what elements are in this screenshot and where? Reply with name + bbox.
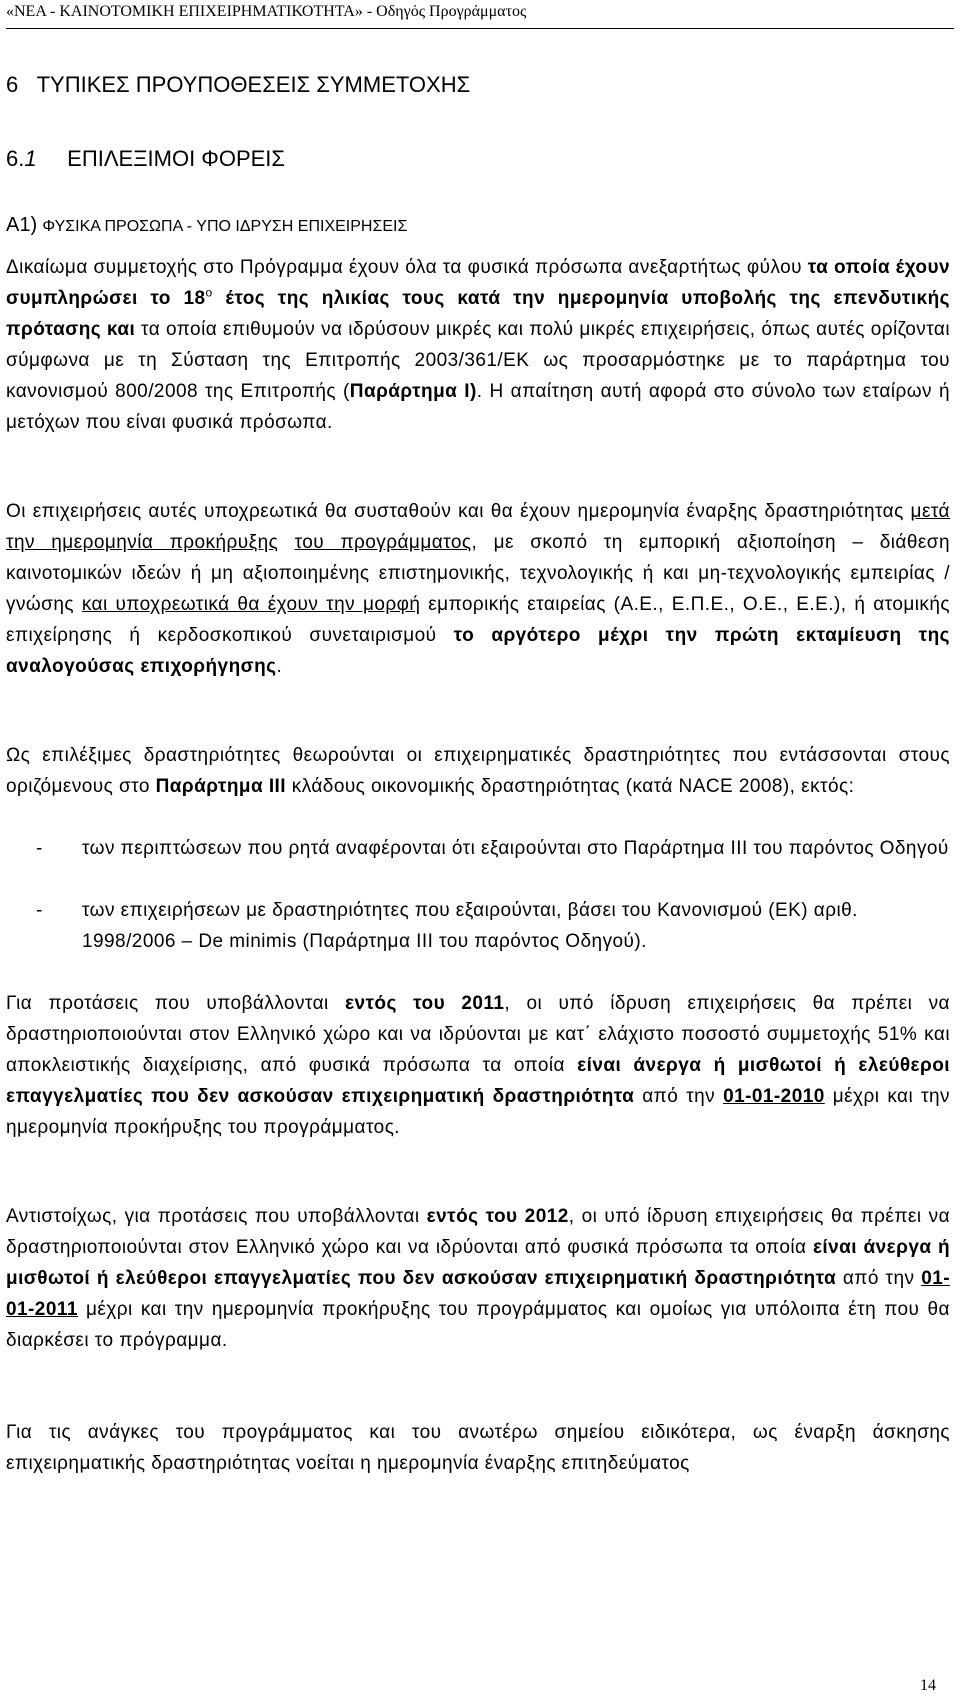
paragraph-eligibility: Δικαίωμα συμμετοχής στο Πρόγραμμα έχουν όλα τα φυσικά πρόσωπα ανεξαρτήτως φύλου τα οποία έχουν συμπληρώσει το $18^o$ έτος της ηλικίας τους κατά την ημερομηνία υποβολής της επενδυτικής πρότασης και τα οποία επιθυμούν να ιδρύσουν μικρές και πολύ μικρές επιχειρήσεις, όπως αυτές ορίζονται σύμφωνα με τη Σύσταση της Επιτροπής 2003/361/ΕΚ ως προσαρμόστηκε με το παράρτημα του κανονισμού 800/2008 της Επιτροπής (Παράρτημα Ι). Η απαίτηση αυτή αφορά στο σύνολο των εταίρων ή μετόχων που είναι φυσικά πρόσωπα.	[6, 257, 950, 433]
paragraph-obligations: Οι επιχειρήσεις αυτές υποχρεωτικά θα συσταθούν και θα έχουν ημερομηνία έναρξης δραστηριότητας μετά την ημερομηνία προκήρυξης του προγράμματος, με σκοπό τη εμπορική αξιοποίηση – διάθεση καινοτομικών ιδεών ή μη αξιοποιημένης επιστημονικής, τεχνολογικής ή και μη-τεχνολογικής εμπειρίας / γνώσης και υποχρεωτικά θα έχουν την μορφή εμπορικής εταιρείας (Α.Ε., Ε.Π.Ε., Ο.Ε., Ε.Ε.), ή ατομικής επιχείρησης ή κερδοσκοπικού συνεταιρισμού το αργότερο μέχρι την πρώτη εκταμίευση της αναλογούσας επιχορήγησης.	[6, 501, 950, 677]
running-header: «ΝΕΑ - ΚΑΙΝΟΤΟΜΙΚΗ ΕΠΙΧΕΙΡΗΜΑΤΙΚΟΤΗΤΑ» - Οδηγός Προγράμματος	[6, 2, 954, 29]
section-heading	[6, 72, 470, 98]
page-number: 14	[920, 1677, 936, 1694]
subsubsection-heading	[6, 214, 407, 237]
section-title: ΤΥΠΙΚΕΣ ΠΡΟΥΠΟΘΕΣΕΙΣ ΣΥΜΜΕΤΟΧΗΣ	[36, 72, 471, 97]
paragraph-2012: Αντιστοίχως, για προτάσεις που υποβάλλονται εντός του 2012, οι υπό ίδρυση επιχειρήσεις θα πρέπει να δραστηριοποιούνται στον Ελληνικό χώρο και να ιδρύονται από φυσικά πρόσωπα τα οποία είναι άνεργα ή μισθωτοί ή ελεύθεροι επαγγελματίες που δεν ασκούσαν επιχειρηματική δραστηριότητα από την 01-01-2011 μέχρι και την ημερομηνία προκήρυξης του προγράμματος και ομοίως για υπόλοιπα έτη που θα διαρκέσει το πρόγραμμα.	[6, 1206, 951, 1351]
list-item-text: των περιπτώσεων που ρητά αναφέρονται ότι εξαιρούνται στο Παράρτημα ΙΙΙ του παρόντος Οδηγού	[82, 838, 949, 859]
paragraph-definition: Για τις ανάγκες του προγράμματος και του ανωτέρω σημείου ειδικότερα, ως έναρξη άσκησης επιχειρηματικής δραστηριότητας νοείται η ημερομηνία έναρξης επιτηδεύματος	[6, 1422, 950, 1474]
list-item	[6, 895, 950, 957]
paragraph-activities: Ως επιλέξιμες δραστηριότητες θεωρούνται οι επιχειρηματικές δραστηριότητες που εντάσσονται στους οριζόμενους στο Παράρτημα ΙΙΙ κλάδους οικονομικής δραστηριότητας (κατά NACE 2008), εκτός:	[6, 745, 950, 797]
paragraph-2011: Για προτάσεις που υποβάλλονται εντός του 2011, οι υπό ίδρυση επιχειρήσεις θα πρέπει να δραστηριοποιούνται στον Ελληνικό χώρο και να ιδρύονται με κατ΄ ελάχιστο ποσοστό συμμετοχής 51% και αποκλειστικής διαχείρισης, από φυσικά πρόσωπα τα οποία είναι άνεργα ή μισθωτοί ή ελεύθεροι επαγγελματίες που δεν ασκούσαν επιχειρηματική δραστηριότητα από την 01-01-2010 μέχρι και την ημερομηνία προκήρυξης του προγράμματος.	[6, 993, 951, 1138]
list-dash: -	[36, 838, 43, 859]
subsection-number: 6.1	[6, 146, 37, 171]
subsection-title: ΕΠΙΛΕΞΙΜΟΙ ΦΟΡΕΙΣ	[67, 146, 286, 171]
subsection-heading	[6, 146, 285, 172]
list-item-text: των επιχειρήσεων με δραστηριότητες που εξαιρούνται, βάσει του Κανονισμού (ΕΚ) αριθ. 1998/2006 – De minimis (Παράρτημα ΙΙΙ του παρόντος Οδηγού).	[82, 900, 858, 952]
subsubsection-title: ΦΥΣΙΚΑ ΠΡΟΣΩΠΑ - ΥΠΟ ΙΔΡΥΣΗ ΕΠΙΧΕΙΡΗΣΕΙΣ	[42, 218, 408, 235]
list-item	[6, 833, 950, 895]
section-number: 6	[6, 72, 19, 97]
list-dash: -	[36, 900, 43, 921]
subsubsection-label: Α1)	[6, 214, 38, 236]
